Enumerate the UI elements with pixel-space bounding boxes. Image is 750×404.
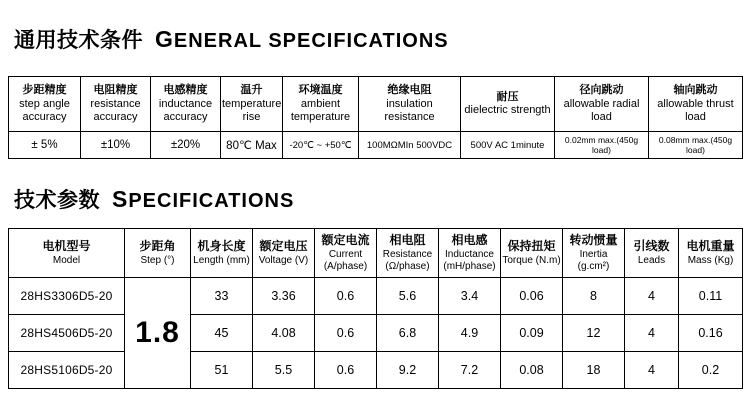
specifications-title-english-initial: S bbox=[112, 186, 129, 212]
header-cell-mass bbox=[679, 229, 743, 278]
specifications-title-chinese: 技术参数 bbox=[14, 189, 100, 212]
general-title-english-initial: G bbox=[155, 26, 174, 52]
cell-model: 28HS5106D5-20 bbox=[9, 352, 125, 389]
cell-torque: 0.09 bbox=[501, 315, 563, 352]
header-en: Model bbox=[52, 254, 81, 266]
header-en: Current (A/phase) bbox=[323, 248, 368, 272]
cell-inertia: 12 bbox=[563, 315, 625, 352]
header-cell-step-angle-accuracy bbox=[9, 77, 81, 132]
header-en: ambient temperature bbox=[290, 97, 351, 123]
header-en: Voltage (V) bbox=[258, 254, 309, 266]
table-row bbox=[9, 352, 743, 389]
header-cn: 电机型号 bbox=[42, 239, 91, 254]
cell-model: 28HS3306D5-20 bbox=[9, 278, 125, 315]
cell-length: 33 bbox=[191, 278, 253, 315]
header-cn: 电感精度 bbox=[163, 83, 208, 96]
header-en: Inductance (mH/phase) bbox=[443, 248, 496, 272]
header-cn: 相电感 bbox=[451, 233, 488, 248]
cell-leads: 4 bbox=[625, 315, 679, 352]
cell-step-angle: 1.8 bbox=[125, 278, 191, 389]
cell-length: 51 bbox=[191, 352, 253, 389]
general-specifications-heading bbox=[14, 24, 449, 54]
header-en: temperature rise bbox=[222, 97, 282, 123]
header-en: inductance accuracy bbox=[158, 97, 213, 123]
value-insulation-resistance: 100MΩMIn 500VDC bbox=[359, 132, 461, 159]
header-cell-voltage bbox=[253, 229, 315, 278]
header-cell-inductance bbox=[439, 229, 501, 278]
header-en: dielectric strength bbox=[464, 104, 551, 117]
cell-leads: 4 bbox=[625, 278, 679, 315]
cell-inductance: 3.4 bbox=[439, 278, 501, 315]
value-allowable-thrust-load: 0.08mm max.(450g load) bbox=[649, 132, 743, 159]
value-ambient-temperature: -20℃ ~ +50℃ bbox=[283, 132, 359, 159]
cell-inductance: 4.9 bbox=[439, 315, 501, 352]
cell-resistance: 6.8 bbox=[377, 315, 439, 352]
header-cn: 步距角 bbox=[139, 239, 176, 254]
header-cn: 电机重量 bbox=[686, 239, 735, 254]
specifications-heading bbox=[14, 184, 294, 214]
header-cn: 额定电压 bbox=[259, 239, 308, 254]
header-cn: 径向跳动 bbox=[579, 83, 624, 96]
cell-model: 28HS4506D5-20 bbox=[9, 315, 125, 352]
header-cell-inertia bbox=[563, 229, 625, 278]
value-allowable-radial-load: 0.02mm max.(450g load) bbox=[555, 132, 649, 159]
specifications-title-english-rest: PECIFICATIONS bbox=[128, 190, 295, 212]
cell-mass: 0.2 bbox=[679, 352, 743, 389]
specifications-title-english bbox=[112, 186, 294, 213]
header-en: resistance accuracy bbox=[90, 97, 141, 123]
cell-current: 0.6 bbox=[315, 278, 377, 315]
table-header-row bbox=[9, 77, 743, 132]
header-cn: 相电阻 bbox=[389, 233, 426, 248]
value-dielectric-strength: 500V AC 1minute bbox=[461, 132, 555, 159]
general-specifications-table bbox=[8, 76, 743, 159]
header-en: Leads bbox=[637, 254, 666, 266]
value-step-angle-accuracy: ± 5% bbox=[9, 132, 81, 159]
header-en: insulation resistance bbox=[384, 97, 435, 123]
header-cell-leads bbox=[625, 229, 679, 278]
header-cn: 轴向跳动 bbox=[673, 83, 718, 96]
table-row bbox=[9, 132, 743, 159]
header-en: Mass (Kg) bbox=[687, 254, 734, 266]
cell-length: 45 bbox=[191, 315, 253, 352]
table-row bbox=[9, 278, 743, 315]
header-en: step angle accuracy bbox=[19, 97, 70, 123]
header-cell-length bbox=[191, 229, 253, 278]
header-cell-dielectric-strength bbox=[461, 77, 555, 132]
general-title-english-rest: ENERAL SPECIFICATIONS bbox=[173, 30, 449, 52]
header-cn: 保持扭矩 bbox=[507, 239, 556, 254]
header-cell-allowable-thrust-load bbox=[649, 77, 743, 132]
cell-current: 0.6 bbox=[315, 352, 377, 389]
header-cell-torque bbox=[501, 229, 563, 278]
cell-voltage: 4.08 bbox=[253, 315, 315, 352]
general-title-chinese: 通用技术条件 bbox=[14, 29, 143, 52]
cell-torque: 0.08 bbox=[501, 352, 563, 389]
cell-inertia: 8 bbox=[563, 278, 625, 315]
header-en: Inertia (g.cm²) bbox=[577, 248, 610, 272]
header-cn: 耐压 bbox=[496, 90, 519, 103]
header-cn: 引线数 bbox=[633, 239, 670, 254]
header-cell-model bbox=[9, 229, 125, 278]
header-en: Step (°) bbox=[140, 254, 175, 266]
header-cn: 温升 bbox=[240, 83, 263, 96]
table-row bbox=[9, 315, 743, 352]
header-cn: 转动惯量 bbox=[569, 233, 618, 248]
cell-current: 0.6 bbox=[315, 315, 377, 352]
header-cell-temperature-rise bbox=[221, 77, 283, 132]
header-cell-resistance bbox=[377, 229, 439, 278]
cell-torque: 0.06 bbox=[501, 278, 563, 315]
header-cell-insulation-resistance bbox=[359, 77, 461, 132]
value-temperature-rise: 80℃ Max bbox=[221, 132, 283, 159]
header-en: Length (mm) bbox=[193, 254, 250, 266]
header-cell-inductance-accuracy bbox=[151, 77, 221, 132]
header-cn: 机身长度 bbox=[197, 239, 246, 254]
header-cn: 步距精度 bbox=[22, 83, 67, 96]
cell-resistance: 9.2 bbox=[377, 352, 439, 389]
header-cell-ambient-temperature bbox=[283, 77, 359, 132]
header-en: allowable thrust load bbox=[657, 97, 734, 123]
header-cell-resistance-accuracy bbox=[81, 77, 151, 132]
table-header-row bbox=[9, 229, 743, 278]
general-title-english bbox=[155, 26, 449, 53]
value-resistance-accuracy: ±10% bbox=[81, 132, 151, 159]
header-cell-allowable-radial-load bbox=[555, 77, 649, 132]
cell-voltage: 3.36 bbox=[253, 278, 315, 315]
header-en: Torque (N.m) bbox=[502, 254, 561, 266]
cell-resistance: 5.6 bbox=[377, 278, 439, 315]
cell-mass: 0.11 bbox=[679, 278, 743, 315]
cell-mass: 0.16 bbox=[679, 315, 743, 352]
header-cell-step-angle bbox=[125, 229, 191, 278]
header-cell-current bbox=[315, 229, 377, 278]
header-en: Resistance (Ω/phase) bbox=[382, 248, 433, 272]
header-cn: 绝缘电阻 bbox=[387, 83, 432, 96]
cell-inductance: 7.2 bbox=[439, 352, 501, 389]
cell-leads: 4 bbox=[625, 352, 679, 389]
header-en: allowable radial load bbox=[563, 97, 640, 123]
value-inductance-accuracy: ±20% bbox=[151, 132, 221, 159]
header-cn: 环境温度 bbox=[298, 83, 343, 96]
header-cn: 额定电流 bbox=[321, 233, 370, 248]
cell-inertia: 18 bbox=[563, 352, 625, 389]
header-cn: 电阻精度 bbox=[93, 83, 138, 96]
specifications-table bbox=[8, 228, 743, 389]
cell-voltage: 5.5 bbox=[253, 352, 315, 389]
